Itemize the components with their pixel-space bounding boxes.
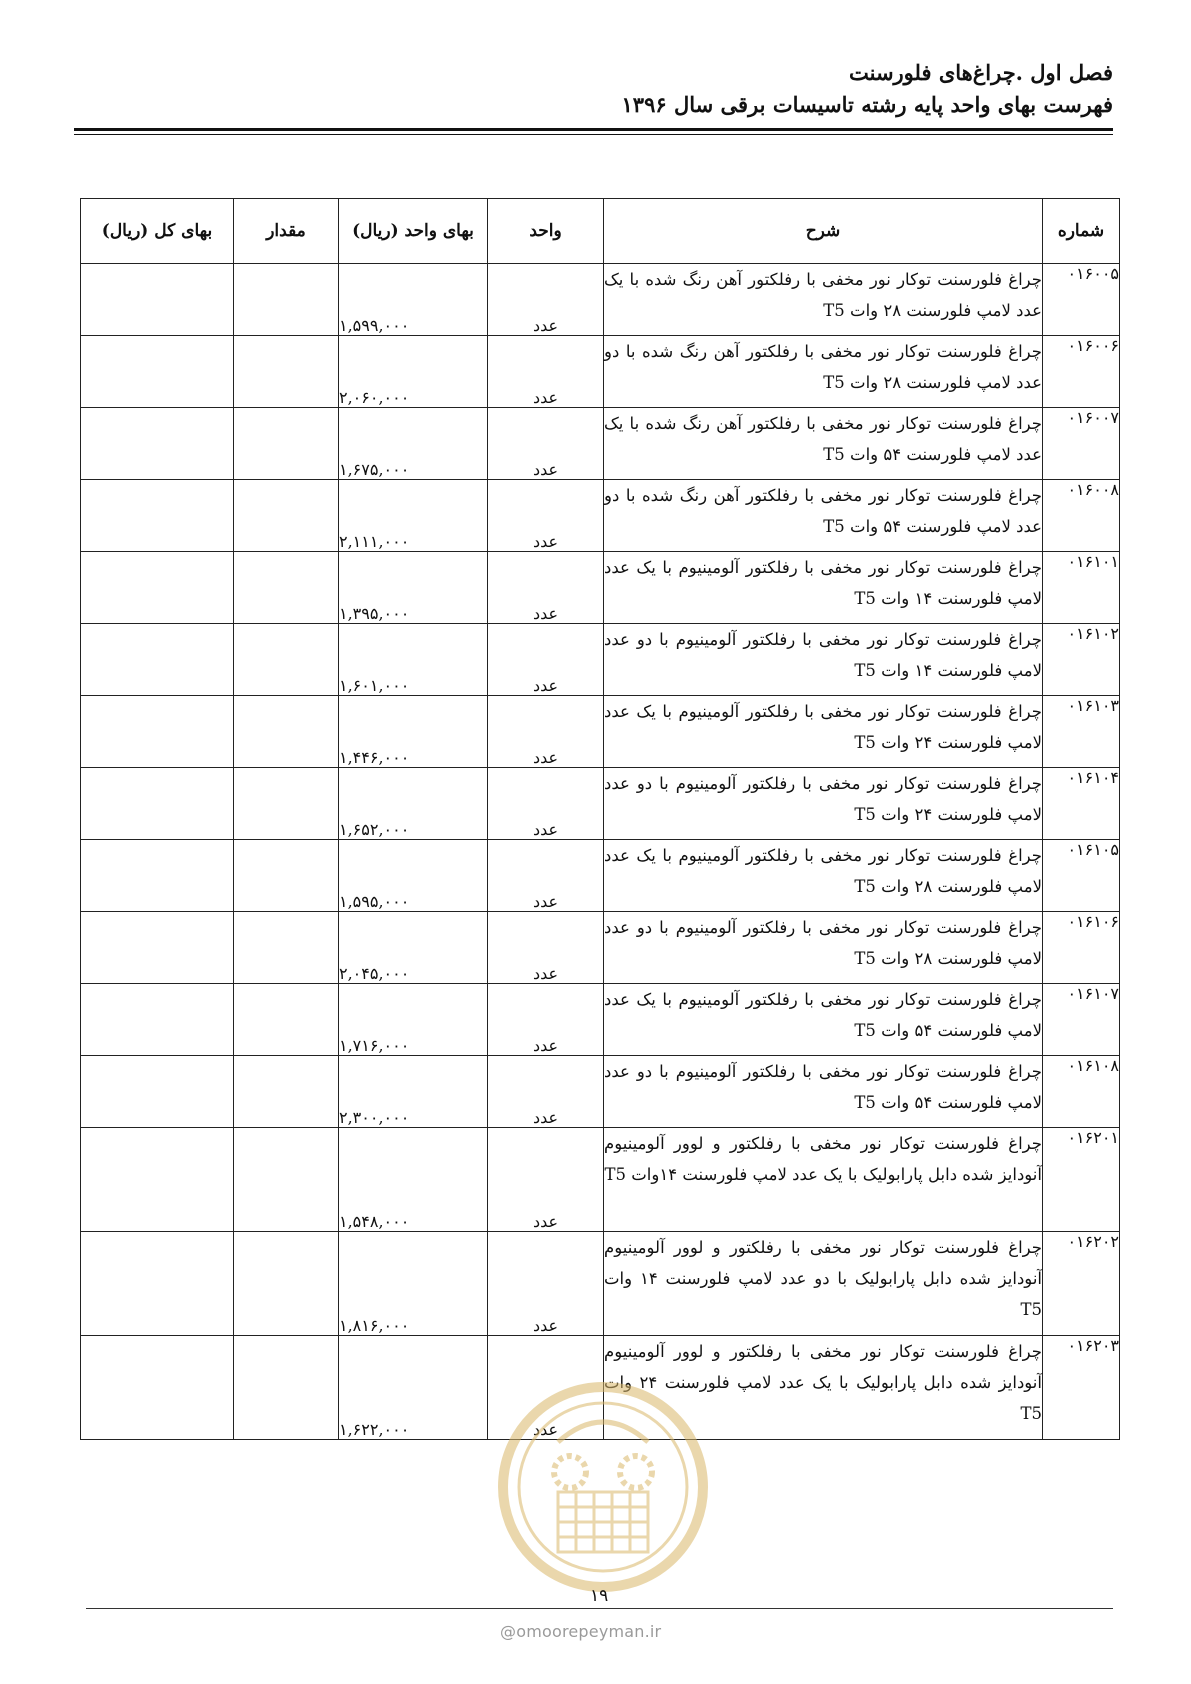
item-unit-price-cell: ۲,۰۶۰,۰۰۰: [339, 336, 488, 408]
item-code-cell: ۰۱۶۲۰۳: [1043, 1336, 1120, 1440]
table-row: [81, 336, 1120, 408]
item-unit-price-cell: ۱,۶۵۲,۰۰۰: [339, 768, 488, 840]
footer-divider: [86, 1608, 1113, 1609]
item-description-cell: چراغ فلورسنت توکار نور مخفی با رفلکتور آهن رنگ شده با دو عدد لامپ فلورسنت ۵۴ وات T5: [604, 480, 1043, 552]
item-total-price-cell: [81, 984, 234, 1056]
item-code-cell: ۰۱۶۱۰۷: [1043, 984, 1120, 1056]
item-quantity-cell: [234, 696, 339, 768]
table-row: [81, 912, 1120, 984]
item-unit-price-cell: ۱,۶۷۵,۰۰۰: [339, 408, 488, 480]
column-header-description: شرح: [604, 199, 1043, 264]
item-quantity-cell: [234, 840, 339, 912]
item-total-price-cell: [81, 1056, 234, 1128]
table-row: [81, 552, 1120, 624]
item-code-cell: ۰۱۶۰۰۸: [1043, 480, 1120, 552]
item-unit-cell: عدد: [488, 1128, 604, 1232]
item-unit-cell: عدد: [488, 1232, 604, 1336]
item-unit-price-cell: ۱,۵۹۹,۰۰۰: [339, 264, 488, 336]
item-unit-price-cell: ۱,۳۹۵,۰۰۰: [339, 552, 488, 624]
page-header: [73, 58, 1113, 120]
column-header-quantity: مقدار: [234, 199, 339, 264]
table-row: [81, 1232, 1120, 1336]
item-quantity-cell: [234, 264, 339, 336]
item-unit-cell: عدد: [488, 552, 604, 624]
item-total-price-cell: [81, 624, 234, 696]
item-description-cell: چراغ فلورسنت توکار نور مخفی با رفلکتور آهن رنگ شده با یک عدد لامپ فلورسنت ۲۸ وات T5: [604, 264, 1043, 336]
column-header-total-price: بهای کل (ریال): [81, 199, 234, 264]
item-quantity-cell: [234, 1232, 339, 1336]
item-unit-price-cell: ۱,۵۴۸,۰۰۰: [339, 1128, 488, 1232]
column-header-unit-price: بهای واحد (ریال): [339, 199, 488, 264]
table-row: [81, 624, 1120, 696]
item-unit-cell: عدد: [488, 696, 604, 768]
table-row: [81, 840, 1120, 912]
item-unit-price-cell: ۱,۸۱۶,۰۰۰: [339, 1232, 488, 1336]
table-row: [81, 1128, 1120, 1232]
item-unit-price-cell: ۱,۴۴۶,۰۰۰: [339, 696, 488, 768]
item-code-cell: ۰۱۶۱۰۱: [1043, 552, 1120, 624]
item-description-cell: چراغ فلورسنت توکار نور مخفی با رفلکتور و لوور آلومینیوم آنودایز شده دابل پارابولیک با یک عدد لامپ فلورسنت ۲۴ وات T5: [604, 1336, 1043, 1440]
item-total-price-cell: [81, 480, 234, 552]
item-description-cell: چراغ فلورسنت توکار نور مخفی با رفلکتور آلومینیوم با دو عدد لامپ فلورسنت ۲۸ وات T5: [604, 912, 1043, 984]
item-description-cell: چراغ فلورسنت توکار نور مخفی با رفلکتور آلومینیوم با یک عدد لامپ فلورسنت ۲۸ وات T5: [604, 840, 1043, 912]
item-unit-cell: عدد: [488, 336, 604, 408]
item-unit-price-cell: ۱,۵۹۵,۰۰۰: [339, 840, 488, 912]
item-quantity-cell: [234, 408, 339, 480]
item-quantity-cell: [234, 1128, 339, 1232]
table-row: [81, 264, 1120, 336]
column-header-code: شماره: [1043, 199, 1120, 264]
item-code-cell: ۰۱۶۱۰۴: [1043, 768, 1120, 840]
item-quantity-cell: [234, 1056, 339, 1128]
item-quantity-cell: [234, 480, 339, 552]
item-code-cell: ۰۱۶۱۰۶: [1043, 912, 1120, 984]
page-number: ۱۹: [590, 1586, 609, 1606]
table-row: [81, 1336, 1120, 1440]
table-row: [81, 768, 1120, 840]
item-code-cell: ۰۱۶۱۰۲: [1043, 624, 1120, 696]
header-divider-thin: [74, 134, 1113, 135]
item-unit-cell: عدد: [488, 1336, 604, 1440]
price-list-table: [80, 198, 1120, 1440]
item-description-cell: چراغ فلورسنت توکار نور مخفی با رفلکتور آلومینیوم با یک عدد لامپ فلورسنت ۲۴ وات T5: [604, 696, 1043, 768]
item-code-cell: ۰۱۶۱۰۵: [1043, 840, 1120, 912]
item-unit-price-cell: ۲,۳۰۰,۰۰۰: [339, 1056, 488, 1128]
item-quantity-cell: [234, 768, 339, 840]
document-title: فهرست بهای واحد پایه رشته تاسیسات برقی سال ۱۳۹۶: [621, 92, 1113, 117]
item-unit-cell: عدد: [488, 1056, 604, 1128]
item-unit-cell: عدد: [488, 624, 604, 696]
item-total-price-cell: [81, 696, 234, 768]
table-row: [81, 408, 1120, 480]
item-code-cell: ۰۱۶۰۰۵: [1043, 264, 1120, 336]
item-unit-price-cell: ۲,۱۱۱,۰۰۰: [339, 480, 488, 552]
item-total-price-cell: [81, 552, 234, 624]
item-quantity-cell: [234, 1336, 339, 1440]
item-description-cell: چراغ فلورسنت توکار نور مخفی با رفلکتور آلومینیوم با دو عدد لامپ فلورسنت ۲۴ وات T5: [604, 768, 1043, 840]
item-description-cell: چراغ فلورسنت توکار نور مخفی با رفلکتور آلومینیوم با دو عدد لامپ فلورسنت ۱۴ وات T5: [604, 624, 1043, 696]
item-total-price-cell: [81, 264, 234, 336]
table-header-row: [81, 199, 1120, 264]
item-description-cell: چراغ فلورسنت توکار نور مخفی با رفلکتور آهن رنگ شده با دو عدد لامپ فلورسنت ۲۸ وات T5: [604, 336, 1043, 408]
item-quantity-cell: [234, 624, 339, 696]
item-description-cell: چراغ فلورسنت توکار نور مخفی با رفلکتور آلومینیوم با دو عدد لامپ فلورسنت ۵۴ وات T5: [604, 1056, 1043, 1128]
item-code-cell: ۰۱۶۱۰۳: [1043, 696, 1120, 768]
item-description-cell: چراغ فلورسنت توکار نور مخفی با رفلکتور و لوور آلومینیوم آنودایز شده دابل پارابولیک با دو عدد لامپ فلورسنت ۱۴ وات T5: [604, 1232, 1043, 1336]
item-unit-cell: عدد: [488, 480, 604, 552]
item-total-price-cell: [81, 336, 234, 408]
item-description-cell: چراغ فلورسنت توکار نور مخفی با رفلکتور و لوور آلومینیوم آنودایز شده دابل پارابولیک با یک عدد لامپ فلورسنت ۱۴وات T5: [604, 1128, 1043, 1232]
item-quantity-cell: [234, 984, 339, 1056]
item-unit-price-cell: ۲,۰۴۵,۰۰۰: [339, 912, 488, 984]
item-code-cell: ۰۱۶۱۰۸: [1043, 1056, 1120, 1128]
item-code-cell: ۰۱۶۰۰۷: [1043, 408, 1120, 480]
item-unit-price-cell: ۱,۶۰۱,۰۰۰: [339, 624, 488, 696]
item-total-price-cell: [81, 1336, 234, 1440]
table-row: [81, 480, 1120, 552]
item-unit-cell: عدد: [488, 264, 604, 336]
item-total-price-cell: [81, 408, 234, 480]
item-quantity-cell: [234, 912, 339, 984]
item-total-price-cell: [81, 840, 234, 912]
item-unit-cell: عدد: [488, 840, 604, 912]
table-row: [81, 984, 1120, 1056]
table-row: [81, 1056, 1120, 1128]
column-header-unit: واحد: [488, 199, 604, 264]
item-unit-cell: عدد: [488, 408, 604, 480]
item-description-cell: چراغ فلورسنت توکار نور مخفی با رفلکتور آهن رنگ شده با یک عدد لامپ فلورسنت ۵۴ وات T5: [604, 408, 1043, 480]
item-unit-cell: عدد: [488, 912, 604, 984]
item-code-cell: ۰۱۶۲۰۲: [1043, 1232, 1120, 1336]
item-total-price-cell: [81, 912, 234, 984]
item-unit-price-cell: ۱,۶۲۲,۰۰۰: [339, 1336, 488, 1440]
item-quantity-cell: [234, 552, 339, 624]
table-row: [81, 696, 1120, 768]
item-total-price-cell: [81, 768, 234, 840]
item-total-price-cell: [81, 1232, 234, 1336]
item-description-cell: چراغ فلورسنت توکار نور مخفی با رفلکتور آلومینیوم با یک عدد لامپ فلورسنت ۵۴ وات T5: [604, 984, 1043, 1056]
item-code-cell: ۰۱۶۰۰۶: [1043, 336, 1120, 408]
chapter-title: فصل اول .چراغ‌های فلورسنت: [848, 60, 1113, 85]
header-divider-thick: [74, 128, 1113, 131]
item-total-price-cell: [81, 1128, 234, 1232]
item-unit-cell: عدد: [488, 984, 604, 1056]
item-quantity-cell: [234, 336, 339, 408]
item-description-cell: چراغ فلورسنت توکار نور مخفی با رفلکتور آلومینیوم با یک عدد لامپ فلورسنت ۱۴ وات T5: [604, 552, 1043, 624]
item-unit-price-cell: ۱,۷۱۶,۰۰۰: [339, 984, 488, 1056]
footer-website: @omoorepeyman.ir: [500, 1622, 662, 1641]
table-body: [81, 264, 1120, 1440]
item-code-cell: ۰۱۶۲۰۱: [1043, 1128, 1120, 1232]
item-unit-cell: عدد: [488, 768, 604, 840]
